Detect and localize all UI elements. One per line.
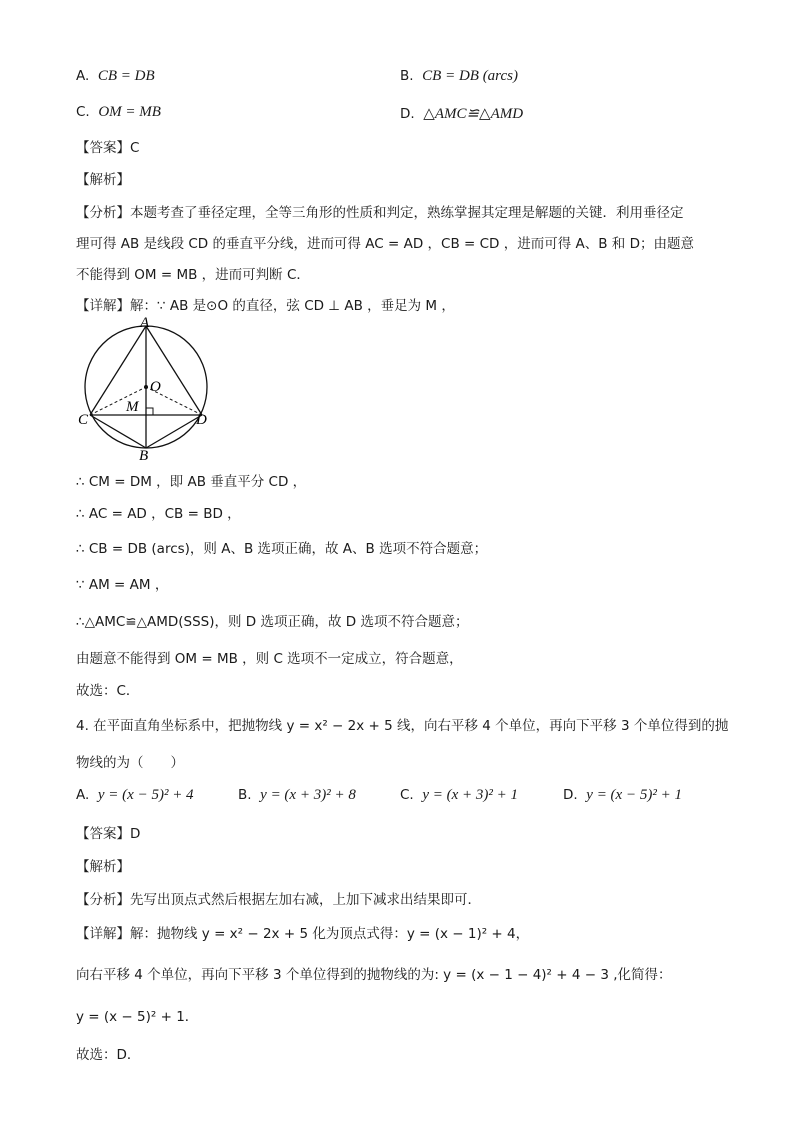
right-angle-mark xyxy=(146,408,153,415)
segment-ad xyxy=(146,326,202,415)
answer-line xyxy=(76,136,139,156)
option-letter: D. xyxy=(563,787,578,803)
q4-option-d xyxy=(563,787,682,804)
fenxi-text: 本题考查了垂径定理，全等三角形的性质和判定，熟练掌握其定理是解题的关键．利用垂径定 xyxy=(130,205,684,221)
option-letter: D. xyxy=(400,106,415,122)
q4-stem-2: 物线的为（ ） xyxy=(76,755,184,771)
q4-conclusion: 故选：D． xyxy=(76,1047,141,1063)
circle-diagram xyxy=(74,314,224,462)
label-a: A xyxy=(140,315,150,331)
option-text: CB = DB xyxy=(97,68,155,84)
fenxi-line-2: 理可得 AB 是线段 CD 的垂直平分线，进而可得 AC = AD ，CB = CD ，进而可得 A、B 和 D；由题意 xyxy=(76,236,694,252)
label-o: O xyxy=(150,379,161,395)
segment-db xyxy=(146,415,202,448)
option-letter: A. xyxy=(76,68,90,84)
q4-stem-1: 4. 在平面直角坐标系中，把抛物线 y = x² − 2x + 5 线，向右平移 4 个单位，再向下平移 3 个单位得到的抛 xyxy=(76,718,729,734)
option-text: y = (x + 3)² + 1 xyxy=(422,787,518,803)
q4-analysis-label: 【解析】 xyxy=(76,859,130,875)
option-letter: C. xyxy=(76,104,90,120)
step-5: ∴△AMC≌△AMD(SSS)，则 D 选项正确，故 D 选项不符合题意； xyxy=(76,614,469,630)
answer-label: 【答案】 xyxy=(76,140,130,156)
detail-text: 解：抛物线 y = x² − 2x + 5 化为顶点式得：y = (x − 1)² + 4， xyxy=(130,926,530,942)
option-letter: C. xyxy=(400,787,414,803)
option-text: △AMC≌△AMD xyxy=(423,106,524,122)
option-c xyxy=(76,104,161,121)
q4-option-a xyxy=(76,787,194,804)
option-text: y = (x − 5)² + 1 xyxy=(586,787,682,803)
answer-value: D xyxy=(130,826,141,842)
q4-option-c xyxy=(400,787,518,804)
fenxi-label: 【分析】 xyxy=(76,205,130,221)
option-letter: B. xyxy=(238,787,252,803)
label-c: C xyxy=(78,412,89,428)
answer-label: 【答案】 xyxy=(76,826,130,842)
step-4: ∵ AM = AM ， xyxy=(76,577,169,593)
step-6: 由题意不能得到 OM = MB ，则 C 选项不一定成立，符合题意， xyxy=(76,651,463,667)
label-m: M xyxy=(126,399,139,415)
segment-cb xyxy=(90,415,146,448)
label-d: D xyxy=(196,412,207,428)
label-b: B xyxy=(139,448,149,462)
q4-detail-1 xyxy=(76,922,529,942)
option-b xyxy=(400,68,518,85)
detail-label: 【详解】 xyxy=(76,298,130,314)
option-d xyxy=(400,104,523,123)
option-text: OM = MB xyxy=(98,104,161,120)
q4-fenxi xyxy=(76,888,481,908)
center-point xyxy=(144,385,148,389)
step-2: ∴ AC = AD ，CB = BD ， xyxy=(76,506,241,522)
option-text: y = (x + 3)² + 8 xyxy=(260,787,356,803)
option-letter: A. xyxy=(76,787,90,803)
detail-line-1 xyxy=(76,294,455,314)
q4-answer-line xyxy=(76,822,140,842)
option-letter: B. xyxy=(400,68,414,84)
detail-text: 解：∵ AB 是⊙O 的直径，弦 CD ⊥ AB ，垂足为 M ， xyxy=(130,298,455,314)
step-1: ∴ CM = DM ，即 AB 垂直平分 CD ， xyxy=(76,474,307,490)
analysis-label: 【解析】 xyxy=(76,172,130,188)
detail-label: 【详解】 xyxy=(76,926,130,942)
fenxi-text: 先写出顶点式然后根据左加右减，上加下减求出结果即可． xyxy=(130,892,481,908)
step-3: ∴ CB = DB (arcs)，则 A、B 选项正确，故 A、B 选项不符合题意； xyxy=(76,541,488,557)
fenxi-line-1 xyxy=(76,201,684,221)
q4-option-b xyxy=(238,787,356,804)
option-text: CB = DB (arcs) xyxy=(422,68,518,84)
q3-conclusion: 故选：C． xyxy=(76,683,140,699)
option-a xyxy=(76,68,155,85)
answer-value: C xyxy=(130,140,140,156)
option-text: y = (x − 5)² + 4 xyxy=(97,787,194,803)
q4-detail-2: 向右平移 4 个单位，再向下平移 3 个单位得到的抛物线的为: y = (x − 1 − 4)² + 4 − 3 ,化简得： xyxy=(76,967,672,983)
q4-detail-3: y = (x − 5)² + 1． xyxy=(76,1009,199,1025)
fenxi-label: 【分析】 xyxy=(76,892,130,908)
fenxi-line-3: 不能得到 OM = MB ，进而可判断 C． xyxy=(76,267,310,283)
